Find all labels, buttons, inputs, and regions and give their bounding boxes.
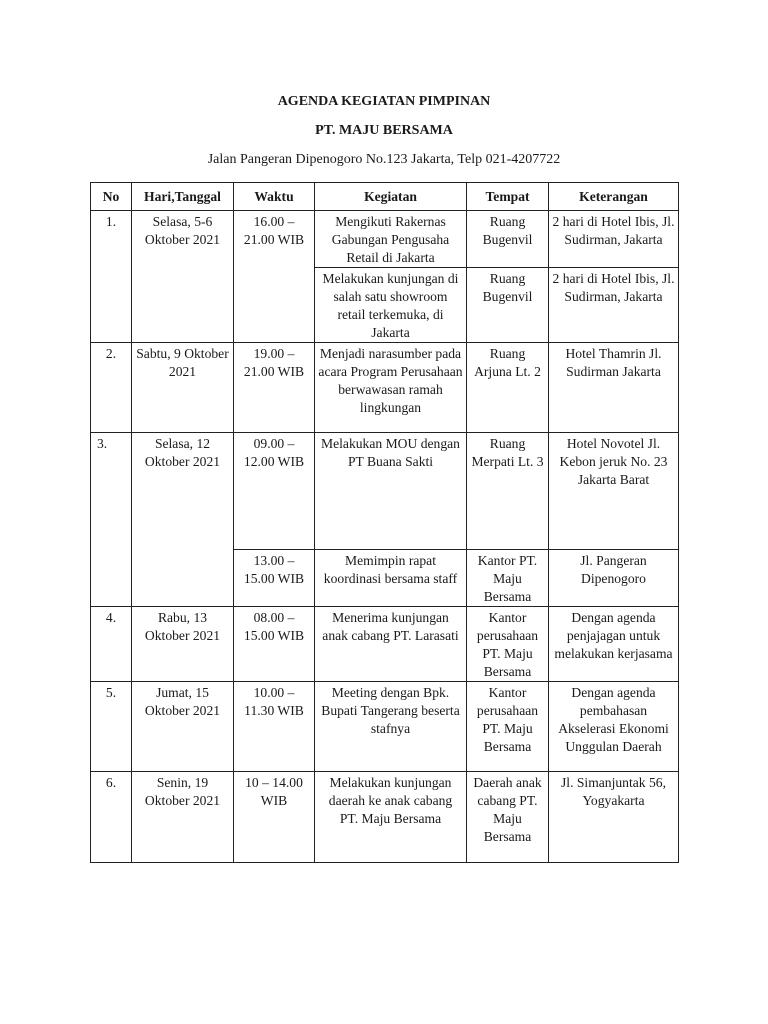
cell-note: Jl. Pangeran Dipenogoro (549, 550, 679, 607)
cell-place: Daerah anak cabang PT. Maju Bersama (467, 772, 549, 863)
cell-activity: Menjadi narasumber pada acara Program Perusahaan berwawasan ramah lingkungan (315, 343, 467, 433)
column-header-date: Hari,Tanggal (132, 183, 234, 211)
table-row (91, 607, 679, 682)
cell-note: Hotel Novotel Jl. Kebon jeruk No. 23 Jakarta Barat (549, 433, 679, 550)
cell-activity: Melakukan kunjungan di salah satu showroom retail terkemuka, di Jakarta (315, 268, 467, 343)
cell-time: 09.00 – 12.00 WIB (234, 433, 315, 550)
cell-activity: Memimpin rapat koordinasi bersama staff (315, 550, 467, 607)
cell-note: 2 hari di Hotel Ibis, Jl. Sudirman, Jakarta (549, 211, 679, 268)
column-header-activity: Kegiatan (315, 183, 467, 211)
cell-date: Selasa, 12 Oktober 2021 (132, 433, 234, 607)
table-row (91, 211, 679, 268)
cell-activity: Menerima kunjungan anak cabang PT. Larasati (315, 607, 467, 682)
cell-activity: Meeting dengan Bpk. Bupati Tangerang beserta stafnya (315, 682, 467, 772)
cell-time: 16.00 – 21.00 WIB (234, 211, 315, 343)
cell-time: 10 – 14.00 WIB (234, 772, 315, 863)
table-row (91, 772, 679, 863)
cell-note: 2 hari di Hotel Ibis, Jl. Sudirman, Jakarta (549, 268, 679, 343)
agenda-table (90, 182, 679, 863)
cell-no: 6. (91, 772, 132, 863)
cell-place: Kantor perusahaan PT. Maju Bersama (467, 607, 549, 682)
cell-date: Rabu, 13 Oktober 2021 (132, 607, 234, 682)
cell-place: Ruang Arjuna Lt. 2 (467, 343, 549, 433)
cell-time: 19.00 – 21.00 WIB (234, 343, 315, 433)
cell-place: Ruang Bugenvil (467, 268, 549, 343)
cell-date: Sabtu, 9 Oktober 2021 (132, 343, 234, 433)
cell-no: 4. (91, 607, 132, 682)
cell-place: Kantor PT. Maju Bersama (467, 550, 549, 607)
column-header-time: Waktu (234, 183, 315, 211)
cell-time: 13.00 – 15.00 WIB (234, 550, 315, 607)
cell-note: Jl. Simanjuntak 56, Yogyakarta (549, 772, 679, 863)
column-header-note: Keterangan (549, 183, 679, 211)
company-address: Jalan Pangeran Dipenogoro No.123 Jakarta, Telp 021-4207722 (207, 152, 561, 167)
company-name: PT. MAJU BERSAMA (315, 123, 453, 138)
cell-time: 10.00 – 11.30 WIB (234, 682, 315, 772)
cell-no: 2. (91, 343, 132, 433)
cell-place: Ruang Bugenvil (467, 211, 549, 268)
table-row (91, 343, 679, 433)
cell-date: Senin, 19 Oktober 2021 (132, 772, 234, 863)
column-header-no: No (91, 183, 132, 211)
cell-date: Jumat, 15 Oktober 2021 (132, 682, 234, 772)
cell-date: Selasa, 5-6 Oktober 2021 (132, 211, 234, 343)
cell-no: 5. (91, 682, 132, 772)
document-title: AGENDA KEGIATAN PIMPINAN (277, 94, 491, 109)
cell-activity: Melakukan kunjungan daerah ke anak cabang PT. Maju Bersama (315, 772, 467, 863)
cell-note: Dengan agenda penjajagan untuk melakukan kerjasama (549, 607, 679, 682)
cell-no: 1. (91, 211, 132, 343)
cell-place: Ruang Merpati Lt. 3 (467, 433, 549, 550)
column-header-place: Tempat (467, 183, 549, 211)
table-row (91, 433, 679, 550)
cell-note: Dengan agenda pembahasan Akselerasi Ekonomi Unggulan Daerah (549, 682, 679, 772)
cell-place: Kantor perusahaan PT. Maju Bersama (467, 682, 549, 772)
cell-activity: Mengikuti Rakernas Gabungan Pengusaha Retail di Jakarta (315, 211, 467, 268)
table-header-row (91, 183, 679, 211)
cell-no: 3. (91, 433, 132, 607)
cell-time: 08.00 – 15.00 WIB (234, 607, 315, 682)
cell-activity: Melakukan MOU dengan PT Buana Sakti (315, 433, 467, 550)
cell-note: Hotel Thamrin Jl. Sudirman Jakarta (549, 343, 679, 433)
table-row (91, 682, 679, 772)
